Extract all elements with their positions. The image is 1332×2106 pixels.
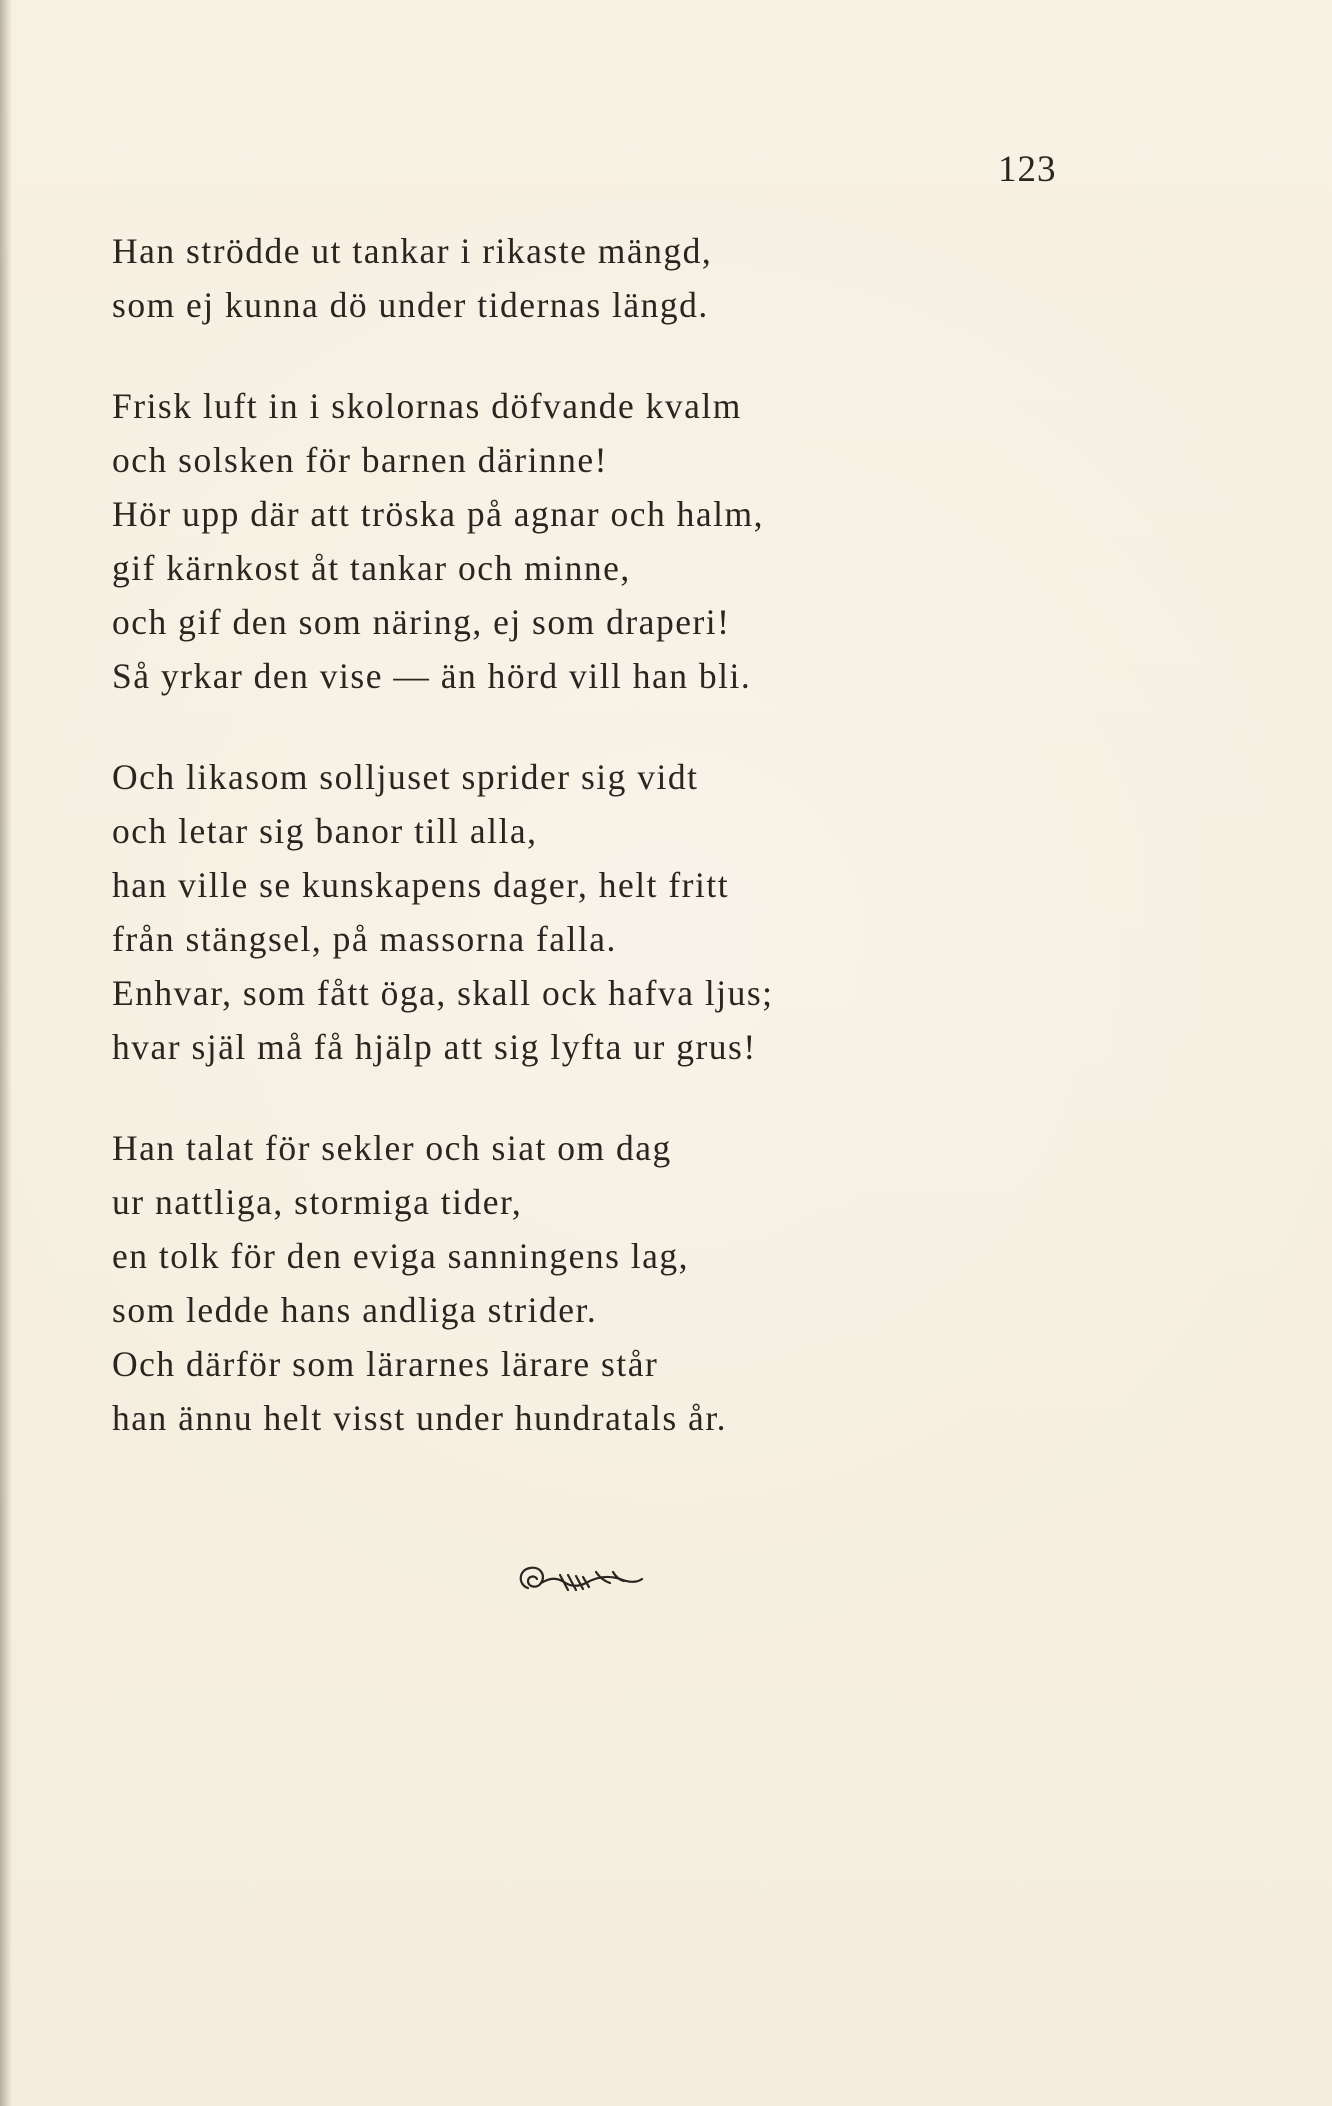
poem-line: Hör upp där att tröska på agnar och halm,	[112, 494, 764, 534]
poem-line: Han strödde ut tankar i rikaste mängd,	[112, 231, 713, 271]
poem-line: han ville se kunskapens dager, helt fritt	[112, 865, 730, 905]
tailpiece-ornament-icon	[510, 1552, 650, 1612]
page-number: 123	[998, 149, 1057, 190]
stanza-1	[112, 224, 1112, 332]
poem-line: Och likasom solljuset sprider sig vidt	[112, 757, 699, 797]
stanza-3	[112, 750, 1112, 1074]
poem-line: som ledde hans andliga strider.	[112, 1290, 598, 1330]
poem-line: och gif den som näring, ej som draperi!	[112, 602, 731, 642]
poem-line: och letar sig banor till alla,	[112, 811, 538, 851]
poem-line: Enhvar, som fått öga, skall ock hafva ljus;	[112, 973, 774, 1013]
poem-line: från stängsel, på massorna falla.	[112, 919, 617, 959]
poem-line: gif kärnkost åt tankar och minne,	[112, 548, 631, 588]
stanza-4	[112, 1121, 1112, 1445]
page-edge-shadow	[0, 0, 12, 2106]
poem-line: Och därför som lärarnes lärare står	[112, 1344, 659, 1384]
poem-line: han ännu helt visst under hundratals år.	[112, 1398, 728, 1438]
stanza-2	[112, 379, 1112, 703]
poem-line: och solsken för barnen därinne!	[112, 440, 609, 480]
poem-line: Frisk luft in i skolornas döfvande kvalm	[112, 386, 742, 426]
poem-line: Han talat för sekler och siat om dag	[112, 1128, 672, 1168]
poem-line: Så yrkar den vise — än hörd vill han bli.	[112, 656, 752, 696]
poem-line: en tolk för den eviga sanningens lag,	[112, 1236, 690, 1276]
poem-line: som ej kunna dö under tidernas längd.	[112, 285, 709, 325]
poem-line: hvar själ må få hjälp att sig lyfta ur grus!	[112, 1027, 757, 1067]
poem-text	[112, 224, 1112, 1492]
poem-line: ur nattliga, stormiga tider,	[112, 1182, 523, 1222]
